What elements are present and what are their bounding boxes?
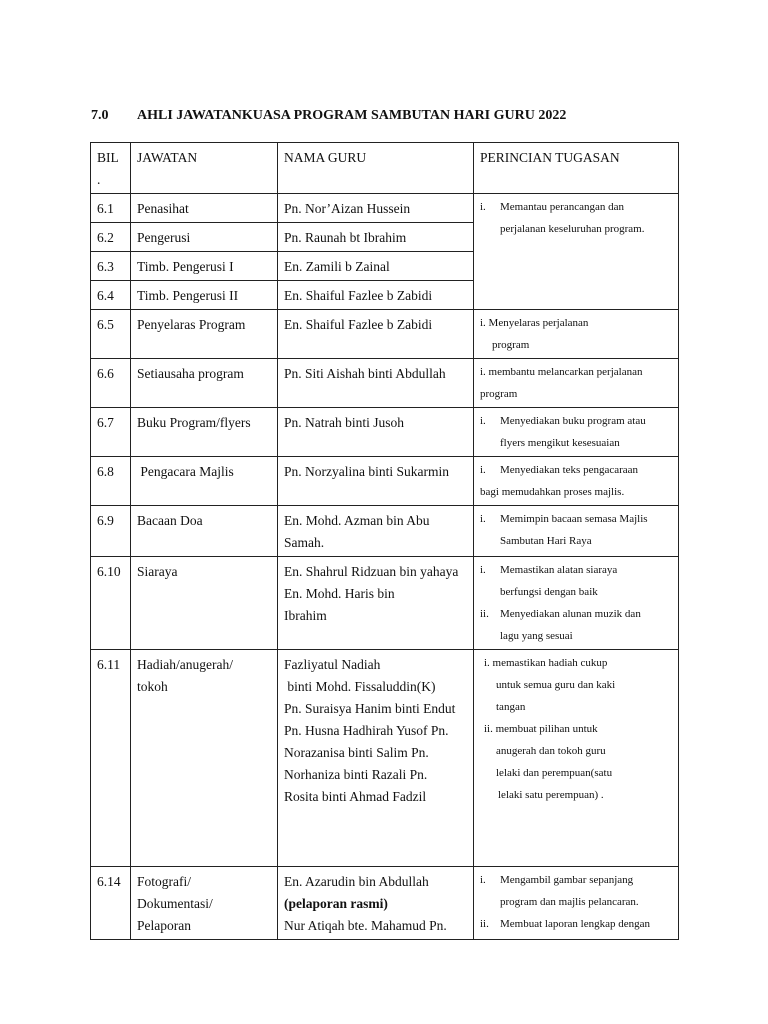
cell-jawatan: Buku Program/flyers [131,408,278,457]
table-row [91,557,679,650]
cell-nama: En. Azarudin bin Abdullah (pelaporan rasmi) Nur Atiqah bte. Mahamud Pn. [278,867,474,940]
cell-bil: 6.1 [91,194,131,223]
header-bil: BIL . [91,143,131,194]
cell-tugasan: i. Menyediakan buku program atau flyers mengikut kesesuaian [474,408,679,457]
cell-tugasan: i. membantu melancarkan perjalanan program [474,359,679,408]
cell-bil: 6.8 [91,457,131,506]
header-jawatan: JAWATAN [131,143,278,194]
cell-bil: 6.4 [91,281,131,310]
cell-nama: En. Shahrul Ridzuan bin yahaya En. Mohd. Haris bin Ibrahim [278,557,474,650]
cell-nama: En. Shaiful Fazlee b Zabidi [278,310,474,359]
cell-nama: En. Shaiful Fazlee b Zabidi [278,281,474,310]
cell-tugasan: i. Memimpin bacaan semasa Majlis Sambutan Hari Raya [474,506,679,557]
cell-nama: Fazliyatul Nadiah binti Mohd. Fissaluddin(K) Pn. Suraisya Hanim binti Endut Pn. Husna Hadhirah Yusof Pn. Norazanisa binti Salim Pn. Norhaniza binti Razali Pn. Rosita binti Ahmad Fadzil [278,650,474,867]
section-title: AHLI JAWATANKUASA PROGRAM SAMBUTAN HARI GURU 2022 [137,108,567,123]
cell-nama: En. Mohd. Azman bin Abu Samah. [278,506,474,557]
header-nama-guru: NAMA GURU [278,143,474,194]
cell-nama: Pn. Norzyalina binti Sukarmin [278,457,474,506]
cell-jawatan: Bacaan Doa [131,506,278,557]
section-number: 7.0 [91,108,109,123]
cell-jawatan: Timb. Pengerusi II [131,281,278,310]
cell-bil: 6.6 [91,359,131,408]
cell-tugasan: i. Menyelaras perjalanan program [474,310,679,359]
table-header-row [91,143,679,194]
cell-bil: 6.9 [91,506,131,557]
cell-nama: Pn. Nor’Aizan Hussein [278,194,474,223]
table-row [91,408,679,457]
cell-jawatan: Pengacara Majlis [131,457,278,506]
cell-nama: Pn. Siti Aishah binti Abdullah [278,359,474,408]
table-row [91,867,679,940]
cell-nama: En. Zamili b Zainal [278,252,474,281]
cell-bil: 6.10 [91,557,131,650]
cell-jawatan: Fotografi/ Dokumentasi/ Pelaporan [131,867,278,940]
cell-bil: 6.7 [91,408,131,457]
cell-tugasan: i. Menyediakan teks pengacaraan bagi memudahkan proses majlis. [474,457,679,506]
table-row [91,457,679,506]
cell-tugasan: i. memastikan hadiah cukup untuk semua guru dan kaki tangan ii. membuat pilihan untuk anugerah dan tokoh guru lelaki dan perempuan(satu lelaki satu perempuan) . [474,650,679,867]
cell-jawatan: Pengerusi [131,223,278,252]
cell-bil: 6.3 [91,252,131,281]
cell-jawatan: Timb. Pengerusi I [131,252,278,281]
cell-nama: Pn. Natrah binti Jusoh [278,408,474,457]
cell-jawatan: Setiausaha program [131,359,278,408]
cell-jawatan: Penasihat [131,194,278,223]
cell-bil: 6.14 [91,867,131,940]
cell-jawatan: Siaraya [131,557,278,650]
cell-bil: 6.11 [91,650,131,867]
cell-bil: 6.5 [91,310,131,359]
cell-jawatan: Penyelaras Program [131,310,278,359]
cell-tugasan: i. Mengambil gambar sepanjang program dan majlis pelancaran. ii. Membuat laporan lengkap dengan [474,867,679,940]
table-row [91,506,679,557]
cell-nama: Pn. Raunah bt Ibrahim [278,223,474,252]
cell-tugasan: i. Memastikan alatan siaraya berfungsi dengan baik ii. Menyediakan alunan muzik dan lagu yang sesuai [474,557,679,650]
table-row [91,310,679,359]
section-heading [91,108,566,124]
table-row [91,650,679,867]
header-perincian-tugasan: PERINCIAN TUGASAN [474,143,679,194]
cell-jawatan: Hadiah/anugerah/ tokoh [131,650,278,867]
committee-table [90,142,679,940]
table-row [91,359,679,408]
cell-tugasan: i. Memantau perancangan dan perjalanan keseluruhan program. [474,194,679,310]
cell-bil: 6.2 [91,223,131,252]
table-row [91,194,679,223]
